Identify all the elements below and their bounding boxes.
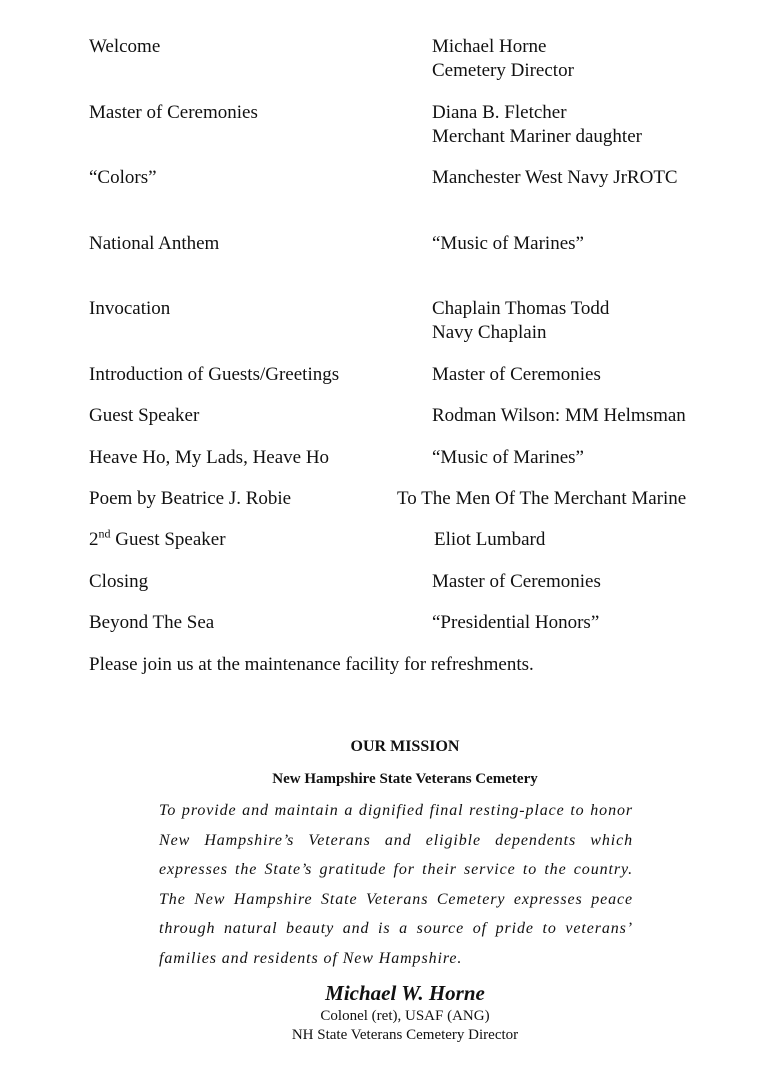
signature-title-position: NH State Veterans Cemetery Director	[291, 1027, 519, 1043]
program-person: “Presidential Honors”	[432, 612, 600, 633]
refreshments-note: Please join us at the maintenance facility for refreshments.	[89, 654, 534, 675]
program-item: Invocation	[89, 298, 171, 319]
program-person: Rodman Wilson: MM Helmsman	[432, 405, 686, 426]
program-item: Closing	[89, 571, 149, 592]
signature-title-rank: Colonel (ret), USAF (ANG)	[320, 1008, 490, 1024]
mission-title: OUR MISSION	[350, 738, 460, 755]
program-item: Master of Ceremonies	[89, 102, 258, 123]
program-item: 2nd Guest Speaker	[89, 526, 226, 550]
program-person: Manchester West Navy JrROTC	[432, 167, 678, 188]
mission-statement: To provide and maintain a dignified final resting-place to honor New Hampshire’s Veterans and eligible dependents which expresses the State’s gratitude for their service to the country. The New Hampshire State Veterans Cemetery expresses peace through natural beauty and is a source of pride to veterans’ families and residents of New Hampshire.	[159, 802, 633, 967]
program-item: Heave Ho, My Lads, Heave Ho	[89, 447, 330, 468]
program-person: Chaplain Thomas Todd Navy Chaplain	[432, 298, 610, 343]
program-person: “Music of Marines”	[432, 233, 584, 254]
mission-subtitle: New Hampshire State Veterans Cemetery	[272, 771, 538, 787]
program-item: Welcome	[89, 36, 161, 57]
program-item: Beyond The Sea	[89, 612, 215, 633]
program-item: Poem by Beatrice J. Robie	[89, 488, 292, 509]
program-person: Master of Ceremonies	[432, 571, 601, 592]
signature-name: Michael W. Horne	[325, 981, 485, 1005]
program-person: Diana B. Fletcher Merchant Mariner daughter	[432, 102, 642, 147]
program-person: Master of Ceremonies	[432, 364, 601, 385]
program-person: “Music of Marines”	[432, 447, 584, 468]
program-person: Eliot Lumbard	[434, 529, 546, 550]
program-item: Guest Speaker	[89, 405, 200, 426]
program-item: “Colors”	[89, 167, 157, 188]
program-item: Introduction of Guests/Greetings	[89, 364, 340, 385]
program-person: Michael Horne Cemetery Director	[432, 36, 574, 81]
program-person: To The Men Of The Merchant Marine	[397, 488, 687, 509]
program-item: National Anthem	[89, 233, 220, 254]
